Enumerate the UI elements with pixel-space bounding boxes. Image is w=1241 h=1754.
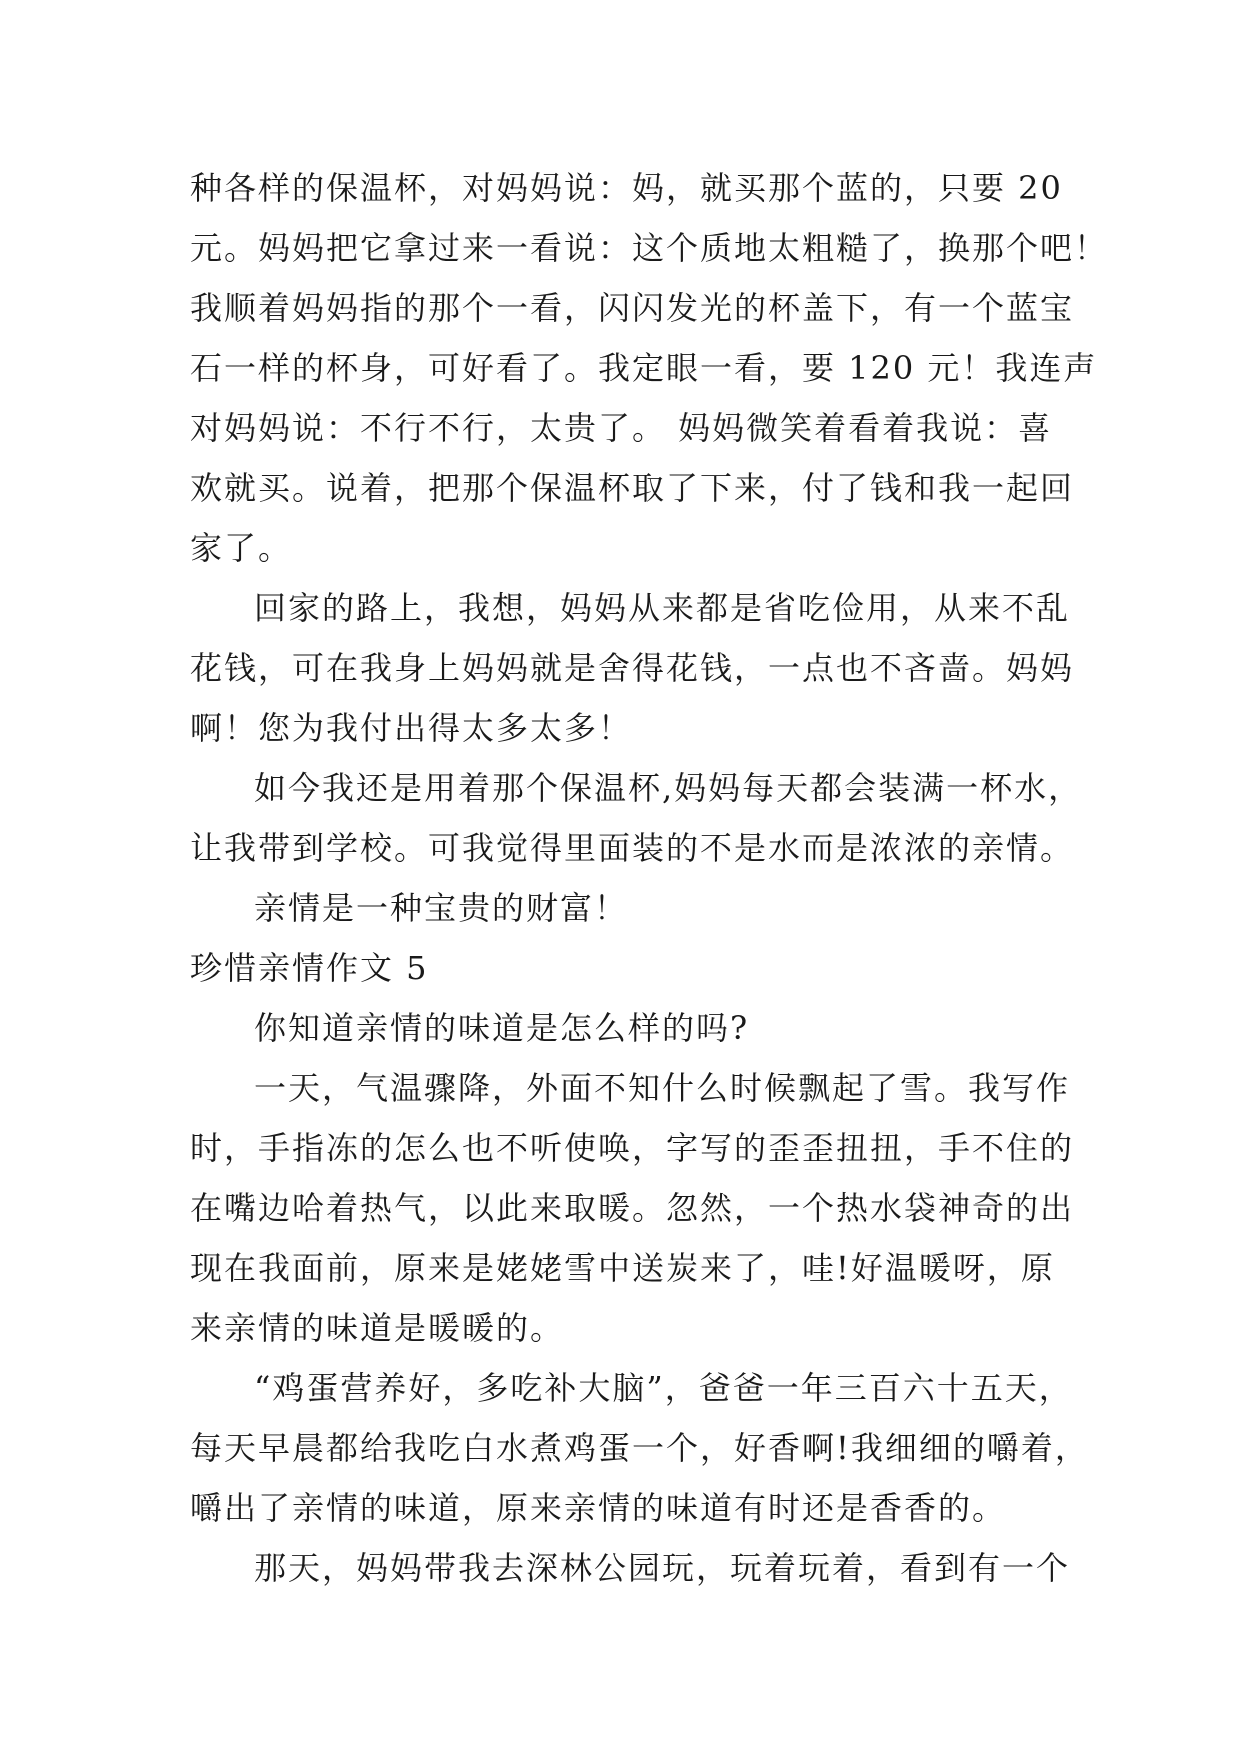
paragraph-line: 我顺着妈妈指的那个一看，闪闪发光的杯盖下，有一个蓝宝 <box>190 289 1075 327</box>
paragraph-line: 对妈妈说：不行不行，太贵了。 妈妈微笑着看着我说：喜 <box>190 409 1053 447</box>
paragraph-line: 元。妈妈把它拿过来一看说：这个质地太粗糙了，换那个吧！ <box>190 229 1109 267</box>
paragraph-line: 石一样的杯身，可好看了。我定眼一看，要 120 元！我连声 <box>190 349 1098 387</box>
paragraph-line: 回家的路上，我想，妈妈从来都是省吃俭用，从来不乱 <box>254 589 1071 627</box>
document-body <box>190 158 1109 1598</box>
paragraph-line: 每天早晨都给我吃白水煮鸡蛋一个，好香啊!我细细的嚼着， <box>190 1429 1089 1467</box>
paragraph-line: 时，手指冻的怎么也不听使唤，字写的歪歪扭扭，手不住的 <box>190 1129 1075 1167</box>
paragraph-line: 花钱，可在我身上妈妈就是舍得花钱，一点也不吝啬。妈妈 <box>190 649 1075 687</box>
paragraph-line: 你知道亲情的味道是怎么样的吗? <box>254 1009 750 1047</box>
paragraph-line: 种各样的保温杯，对妈妈说：妈，就买那个蓝的，只要 20 <box>190 169 1063 207</box>
paragraph-line: 亲情是一种宝贵的财富！ <box>254 889 629 927</box>
paragraph-line: 现在我面前，原来是姥姥雪中送炭来了，哇!好温暖呀，原 <box>190 1249 1055 1287</box>
paragraph-line: 在嘴边哈着热气，以此来取暖。忽然，一个热水袋神奇的出 <box>190 1189 1075 1227</box>
paragraph-line: 家了。 <box>190 529 293 567</box>
paragraph-line: 那天，妈妈带我去深林公园玩，玩着玩着，看到有一个 <box>254 1549 1071 1587</box>
paragraph-line: “鸡蛋营养好，多吃补大脑”，爸爸一年三百六十五天， <box>254 1369 1073 1407</box>
paragraph-line: 让我带到学校。可我觉得里面装的不是水而是浓浓的亲情。 <box>190 829 1075 867</box>
paragraph-line: 欢就买。说着，把那个保温杯取了下来，付了钱和我一起回 <box>190 469 1075 507</box>
section-heading: 珍惜亲情作文 5 <box>190 949 429 987</box>
paragraph-line: 一天，气温骤降，外面不知什么时候飘起了雪。我写作 <box>254 1069 1071 1107</box>
paragraph-line: 来亲情的味道是暖暖的。 <box>190 1309 565 1347</box>
paragraph-line: 嚼出了亲情的味道，原来亲情的味道有时还是香香的。 <box>190 1489 1007 1527</box>
paragraph-line: 啊！您为我付出得太多太多！ <box>190 709 633 747</box>
paragraph-line: 如今我还是用着那个保温杯,妈妈每天都会装满一杯水， <box>254 769 1083 807</box>
